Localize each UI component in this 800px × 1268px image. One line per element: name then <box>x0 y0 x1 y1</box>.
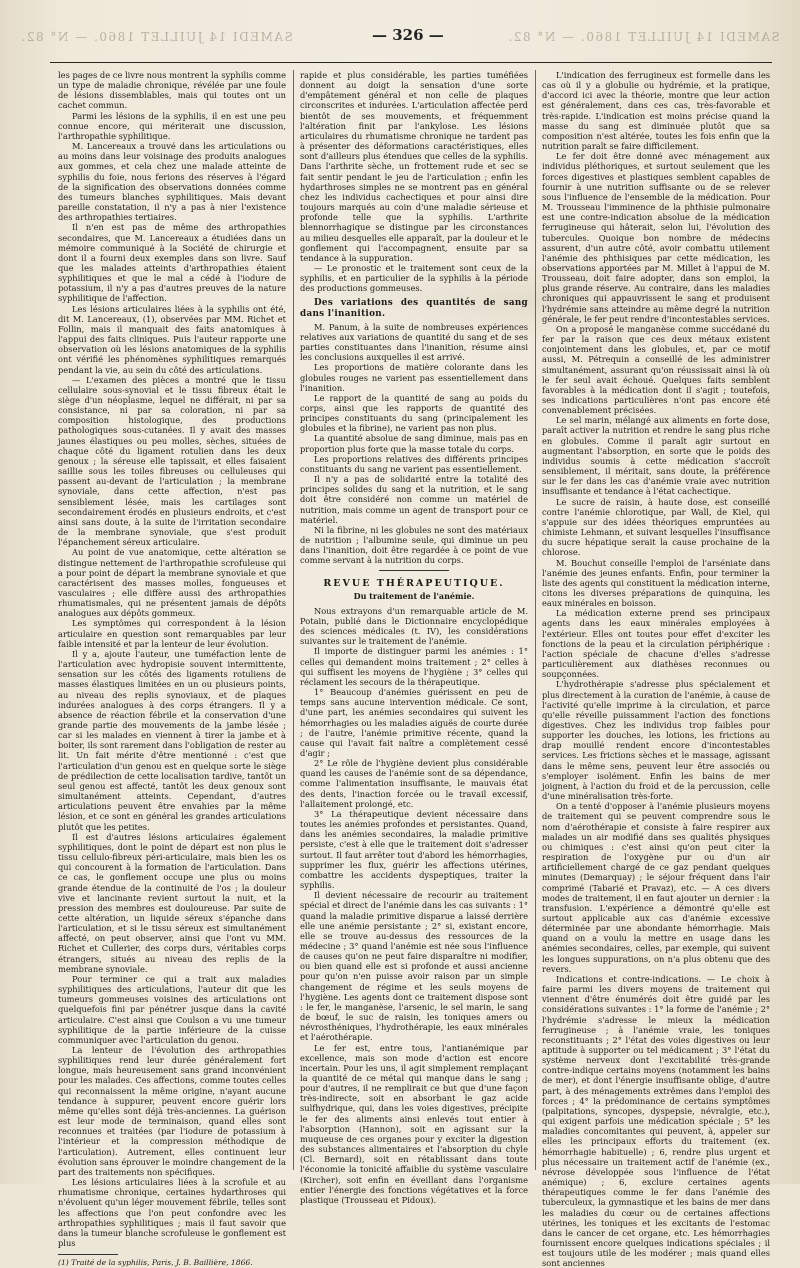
paragraph: Il importe de distinguer parmi les anémies : 1° celles qui demandent moins traitement ; 2° celles à qui suffisent les moyens de l'hygiène ; 3° celles qui réclament les secours de la thérapeutique. <box>300 646 528 687</box>
footnote: (1) Traité de la syphilis, Paris, J. B. Baillière, 1866. <box>58 1258 253 1268</box>
paragraph: Il y a, ajoute l'auteur, une tuméfaction lente de l'articulation avec hydropisie souvent intermittente, sensation sur les côtés des ligaments rotuliens de masses élastiques limitées en un ou plusieurs points, au niveau des replis synoviaux, et de plaques indurées analogues à des corps étrangers. Il y a absence de réaction fébrile et la conservation d'une grande partie des mouvements de la jambe lésée ; car si les malades en viennent à tirer la jambe et à boiter, ils sont rarement dans l'obligation de rester au lit. Un fait mérite d'être mentionné : c'est que l'articulation d'un genou est en quelque sorte le siège de prédilection de cette localisation tardive, tantôt un seul genou est affecté, tantôt les deux genoux sont simultanément atteints. Cependant, d'autres articulations peuvent être envahies par la même lésion, et ce sont en général les grandes articulations plutôt que les petites. <box>58 648 286 832</box>
paragraph: Les lésions articulaires liées à la syphilis ont été, dit M. Lancereaux, (1), observées par MM. Richet et Follin, mais il manquait des faits anatomiques à l'appui des faits cliniques. Puis l'auteur rapporte une observation où les lésions anatomiques de la syphilis ont vérifié les phénomènes syphilitiques remarqués pendant la vie, au sein du côté des articulations. <box>58 303 286 375</box>
bleed-through-header-left: SAMEDI 14 JUILLET 1860. — N° 82. <box>20 30 293 44</box>
paragraph: Au point de vue anatomique, cette altération se distingue nettement de l'arthropathie scrofuleuse qui a pour point de départ la membrane synoviale et que caractérisent des masses molles, fongueuses et vasculaires ; elle diffère aussi des arthropathies rhumatismales, qui ne présentent jamais de dépôts analogues aux dépôts gommeux. <box>58 547 286 619</box>
header-rule <box>50 62 772 63</box>
paragraph: L'indication des ferrugineux est formelle dans les cas où il y a globulie ou hydrémie, et la pratique, d'accord ici avec la théorie, montre que leur action est généralement, dans ces cas, très-favorable et très-rapide. L'indication est moins précise quand la masse du sang est diminuée plutôt que sa composition n'est altérée, toutes les fois enfin que la nutrition paraît se faire difficilement. <box>542 70 770 152</box>
bleed-through-header-right: SAMEDI 14 JUILLET 1860. — N° 82. <box>507 30 780 44</box>
paragraph: rapide et plus considérable, les parties tuméfiées donnent au doigt la sensation d'une sorte d'empâtement général et non celle de plaques circonscrites et indurées. L'articulation affectée perd bientôt de ses mouvements, et fréquemment l'altération finit par l'ankylose. Les lésions articulaires du rhumatisme chronique ne tardent pas à présenter des déformations caractéristiques, elles sont d'ailleurs plus étendues que celles de la syphilis. Dans l'arthrite sèche, un frottement rude et sec se fait sentir pendant le jeu de l'articulation ; enfin les hydarthroses simples ne se montrent pas en général chez les individus cachectiques et pour ainsi dire toujours marqués au coin d'une maladie sérieuse et profonde telle que la syphilis. L'arthrite blennorrhagique se distingue par les circonstances au milieu desquelles elle apparaît, par la douleur et le gonflement qui l'accompagnent, ensuite par sa tendance à la suppuration. <box>300 70 528 263</box>
paragraph: Il n'en est pas de même des arthropathies secondaires, que M. Lancereaux a étudiées dans un mémoire communiqué à la Société de chirurgie et dont il a fourni deux exemples dans son livre. Sauf que les malades atteints d'arthropathies étaient syphilitiques et que le mal a cédé à l'iodure de potassium, il n'y a pas d'autres preuves de la nature syphilitique de l'affection. <box>58 222 286 304</box>
paragraph: Le sel marin, mélangé aux aliments en forte dose, paraît activer la nutrition et rendre le sang plus riche en globules. Comme il paraît agir surtout en augmentant l'absorption, en sorte que le poids des individus soumis à cette médication s'accroît sensiblement, il méritait, sans doute, la préférence sur le fer dans les cas d'anémie vraie avec nutrition insuffisante et tendance à l'état cachectique. <box>542 415 770 497</box>
paragraph: M. Panum, à la suite de nombreuses expériences relatives aux variations de quantité du sang et de ses parties constituantes dans l'inanition, résume ainsi les conclusions auxquelles il est arrivé. <box>300 321 528 363</box>
page-number: — 326 — <box>372 26 444 44</box>
column-1 <box>58 70 286 1268</box>
paragraph: Les proportions de matière colorante dans les globules rouges ne varient pas essentiellement dans l'inanition. <box>300 362 528 393</box>
paragraph: Il est d'autres lésions articulaires également syphilitiques, dont le point de départ est non plus le tissu cellulo-fibreux péri-articulaire, mais bien les os qui concourent à la formation de l'articulation. Dans ce cas, le gonflement occupe une plus ou moins grande étendue de la continuité de l'os ; la douleur vive et lancinante revient surtout la nuit, et la pression des membres est douloureuse. Par suite de cette altération, un liquide séreux s'épanche dans l'articulation, et si le tissu séreux est simultanément affecté, on peut observer, ainsi que l'ont vu MM. Richet et Cullerier, des corps durs, véritables corps étrangers, situés au niveau des replis de la membrane synoviale. <box>58 831 286 974</box>
paragraph: Il n'y a pas de solidarité entre la totalité des principes solides du sang et la nutrition, et le sang doit être considéré non comme un matériel de nutrition, mais comme un agent de transport pour ce matériel. <box>300 474 528 525</box>
paragraph: Le fer doit être donné avec ménagement aux individus pléthoriques, et surtout seulement que les forces digestives et plastiques semblent capables de fournir à une nutrition suffisante ou de se relever sous l'influence de l'ensemble de la médication. Pour M. Trousseau l'imminence de la phthisie pulmonaire est une contre-indication absolue de la médication ferrugineuse qui hâterait, selon lui, l'évolution des tubercules. Quoique bon nombre de médecins assurent, d'un autre côté, avoir combattu utilement l'anémie des phthisiques par cette médication, les observations apportées par M. Millet à l'appui de M. Trousseau, doit faire adopter, dans son emploi, la plus grande réserve. Au contraire, dans les maladies chroniques qui appauvrissent le sang et produisent l'hydrémie sans atteindre au même degré la nutrition générale, le fer peut rendre d'incontestables services. <box>542 151 770 324</box>
paragraph: Le rapport de la quantité de sang au poids du corps, ainsi que les rapports de quantité des principes constituants du sang (principalement les globules et la fibrine), ne varient pas non plus. <box>300 392 528 434</box>
paragraph: — L'examen des pièces a montré que le tissu cellulaire sous-synovial et le tissu fibreux était le siège d'un néoplasme, lequel ne différait, ni par sa consistance, ni par sa coloration, ni par sa composition histologique, des productions pathologiques sous-cutanées. Il y avait des masses jaunes élastiques ou peu molles, sèches, situées de chaque côté du ligament rotulien dans les deux genoux ; la séreuse elle tapissait, et elles faisaient saillie sous les toiles fibreuses ou celluleuses qui passent au-devant de l'articulation ; la membrane synoviale, dans cette affection, n'est pas sensiblement lésée, mais les cartilages sont secondairement érodés en plusieurs endroits, et c'est ainsi sans doute, à la suite de l'irritation secondaire de la membrane synoviale, que s'est produit l'épanchement séreux articulaire. <box>58 374 286 548</box>
paragraph: Les proportions relatives des différents principes constituants du sang ne varient pas essentiellement. <box>300 453 528 474</box>
paragraph: La quantité absolue de sang diminue, mais pas en proportion plus forte que la masse totale du corps. <box>300 433 528 454</box>
paragraph: 1° Beaucoup d'anémies guérissent en peu de temps sans aucune intervention médicale. Ce sont, d'une part, les anémies secondaires qui suivent les hémorrhagies ou les maladies aiguës de courte durée ; de l'autre, l'anémie primitive récente, quand la cause qui l'avait fait naître a complètement cessé d'agir ; <box>300 687 528 758</box>
paragraph: Indications et contre-indications. — Le choix à faire parmi les divers moyens de traitement qui viennent d'être énumérés doit être guidé par les considérations suivantes : 1° la forme de l'anémie ; 2° l'hydrémie s'adresse le mieux la médication ferrugineuse ; à l'anémie vraie, les toniques reconstituants ; 2° l'état des voies digestives ou leur aptitude à supporter ou tel médicament ; 3° l'état du système nerveux dont l'excitabilité très-grande contre-indique certains moyens (notamment les bains de mer), et dont l'énergie insuffisante oblige, d'autre part, à des ménagements extrêmes dans l'emploi des forces ; 4° la prédominance de certains symptômes (palpitations, syncopes, dyspepsie, névralgie, etc.), qui exigent parfois une médication spéciale ; 5° les maladies concomitantes qui peuvent, à, appeler sur elles les principaux efforts du traitement (ex. hémorrhagie habituelle) ; 6, rendre plus urgent et plus nécessaire un traitement actif de l'anémie (ex., névrose développée sous l'influence de l'état anémique) ; 6, exclure certaines agents thérapeutiques comme le fer dans l'anémie des tuberculeux, la gymnastique et les bains de mer dans les maladies du cœur ou de certaines affections utérines, les toniques et les excitants de l'estomac dans le cancer de cet organe, etc. Les hémorrhagies fournissent encore quelques indications spéciales ; il est toujours utile de les modérer ; mais quand elles sont anciennes <box>542 973 770 1268</box>
paragraph: Les symptômes qui correspondent à la lésion articulaire en question sont remarquables par leur faible intensité et par la lenteur de leur évolution. <box>58 618 286 649</box>
column-3 <box>542 70 770 1268</box>
paragraph: Parmi les lésions de la syphilis, il en est une peu connue encore, qui mériterait une discussion, l'arthropathie syphilitique. <box>58 110 286 141</box>
paragraph: Il devient nécessaire de recourir au traitement spécial et direct de l'anémie dans les cas suivants : 1° quand la maladie primitive disparue a laissé derrière elle une anémie persistante ; 2° si, existant encore, elle se trouve au-dessus des ressources de la médecine ; 3° quand l'anémie est née sous l'influence de causes qu'on ne peut faire disparaître ni modifier, ou bien quand elle est si profonde et aussi ancienne pour qu'on n'en puisse avoir raison par un simple changement de régime et les seuls moyens de l'hygiène. Les agents dont ce traitement dispose sont : le fer, le manganèse, l'arsenic, le sel marin, le sang de bœuf, le suc de raisin, les toniques amers ou névrosthéniques, l'hydrothérapie, les eaux minérales et l'aérothérapie. <box>300 890 528 1043</box>
paragraph: Pour terminer ce qui a trait aux maladies syphilitiques des articulations, l'auteur dit que les tumeurs gommeuses voisines des articulations ont quelquefois fini par pénétrer jusque dans la cavité articulaire. C'est ainsi que Coulson a vu une tumeur syphilitique de la partie inférieure de la cuisse communiquer avec l'articulation du genou. <box>58 973 286 1045</box>
paragraph: — Le pronostic et le traitement sont ceux de la syphilis, et en particulier de la syphilis à la période des productions gommeuses. <box>300 262 528 294</box>
paragraph: 2° Le rôle de l'hygiène devient plus considérable quand les causes de l'anémie sont de sa dépendance, comme l'alimentation insuffisante, le mauvais état des dents, l'inaction forcée ou le travail excessif, l'allaitement prolongé, etc. <box>300 758 528 809</box>
paragraph: 3° La thérapeutique devient nécessaire dans toutes les anémies profondes et persistantes. Quand, dans les anémies secondaires, la maladie primitive persiste, c'est à elle que le traitement doit s'adresser surtout. Il faut arrêter tout d'abord les hémorrhagies, supprimer les flux, guérir les affections utérines, combattre les accidents dyspeptiques, traiter la syphilis. <box>300 808 528 891</box>
paragraph: Le sucre de raisin, à haute dose, est conseillé contre l'anémie chlorotique, par Wall, de Kiel, qui s'appuie sur des idées théoriques empruntées au chimiste Lehmann, et suivant lesquelles l'insuffisance du sucre hépatique serait la cause prochaine de la chlorose. <box>542 496 770 558</box>
paragraph: On a tenté d'opposer à l'anémie plusieurs moyens de traitement qui se peuvent comprendre sous le nom d'aérothérapie et consiste à faire respirer aux malades un air modifié dans ses qualités physiques ou chimiques : c'est ainsi qu'on peut citer la respiration de l'oxygène pur ou d'un air artificiellement chargé de ce gaz pendant quelques minutes (Demarquay) ; le séjour fréquent dans l'air comprimé (Tabarié et Pravaz), etc. — A ces divers modes de traitement, il en faut ajouter un dernier : la transfusion. L'expérience a démontré qu'elle est surtout applicable aux cas d'anémie excessive déterminée par une abondante hémorrhagie. Mais quand on a voulu la mettre en usage dans les anémies secondaires, celles, par exemple, qui suivent les longues suppurations, on n'a plus obtenu que des revers. <box>542 801 770 974</box>
paragraph: M. Lancereaux a trouvé dans les articulations ou au moins dans leur voisinage des produits analogues aux gommes, et cela chez une malade atteinte de syphilis du foie, nous ferions des réserves à l'égard de la signification des observations données comme des tumeurs blanches syphilitiques. Mais devant pareille constatation, il n'y a pas à nier l'existence des arthropathies tertiaires. <box>58 141 286 223</box>
paragraph: les pages de ce livre nous montrent la syphilis comme un type de maladie chronique, révélée par une foule de lésions dissemblables, mais qui toutes ont un cachet commun. <box>58 70 286 111</box>
section-title: Des variations des quantités de sang dans l'inanition. <box>300 298 528 319</box>
paragraph: Le fer est, entre tous, l'antianémique par excellence, mais son mode d'action est encore incertain. Pour les uns, il agit simplement remplaçant la quantité de ce métal qui manque dans le sang ; pour d'autres, il ne remplirait ce but que d'une façon très-indirecte, soit en absorbant le gaz acide sulfhydrique, qui, dans les voies digestives, précipite le fer des aliments ainsi enlevés tout entier à l'absorption (Hannon), soit en agissant sur la muqueuse de ces organes pour y exciter la digestion des substances alimentaires et l'absorption du chyle (Cl. Bernard), soit en rétablissant dans toute l'économie la tonicité affaiblie du système vasculaire (Kircher), soit enfin en éveillant dans l'organisme entier l'énergie des fonctions végétatives et la force plastique (Trousseau et Pidoux). <box>300 1042 528 1205</box>
column-divider <box>535 70 536 1170</box>
revue-subtitle: Du traitement de l'anémie. <box>353 590 475 601</box>
paragraph: On a proposé le manganèse comme succédané du fer par la raison que ces deux métaux existent conjointement dans les globules, et, par ce motif aussi, M. Pétrequin a conseillé de les administrer simultanément, assurant qu'on réussissait ainsi là où le fer seul avait échoué. Quelques faits semblent favorables à la médication dont il s'agit ; toutefois, ses indications particulières n'ont pas encore été convenablement précisées. <box>542 323 770 416</box>
column-divider <box>293 70 294 1170</box>
paragraph: M. Bouchut conseille l'emploi de l'arséniate dans l'anémie des jeunes enfants. Enfin, pour terminer la liste des agents qui constituent la médication interne, citons les diverses préparations de quinquina, les eaux minérales en boisson. <box>542 557 770 609</box>
column-2 <box>300 70 528 1205</box>
revue-title: REVUE THÉRAPEUTIQUE. <box>323 577 505 589</box>
section-divider <box>379 570 449 571</box>
paragraph: La lenteur de l'évolution des arthropathies syphilitiques rend leur durée généralement fort longue, mais heureusement sans grand inconvénient pour les malades. Ces affections, comme toutes celles qui reconnaissent la même origine, n'ayant aucune tendance à suppurer, peuvent encore guérir lors même qu'elles sont déjà très-anciennes. La guérison est leur mode de terminaison, quand elles sont reconnues et traitées (par l'iodure de potassium à l'intérieur et la compression méthodique de l'articulation). Autrement, elles continuent leur évolution sans éprouver le moindre changement de la part des traitements non spécifiques. <box>58 1045 286 1177</box>
paragraph: La médication externe prend ses principaux agents dans les eaux minérales employées à l'extérieur. Elles ont toutes pour effet d'exciter les fonctions de la peau et la circulation périphérique : l'action spéciale de chacune d'elles s'adresse particulièrement aux diathèses reconnues ou soupçonnées. <box>542 608 770 680</box>
paragraph: Les lésions articulaires liées à la scrofule et au rhumatisme chronique, certaines hydarthroses qui n'évoluent qu'un léger mouvement fébrile, telles sont les affections que l'on peut confondre avec les arthropathies syphilitiques ; mais il faut savoir que dans la tumeur blanche scrofuleuse le gonflement est plus <box>58 1177 286 1248</box>
footnote-rule <box>58 1254 118 1255</box>
paragraph: Ni la fibrine, ni les globules ne sont des matériaux de nutrition ; l'albumine seule, qui diminue un peu dans l'inanition, doit être regardée à ce point de vue comme servant à la nutrition du corps. <box>300 524 528 566</box>
paragraph: L'hydrothérapie s'adresse plus spécialement et plus directement à la curation de l'anémie, à cause de l'activité qu'elle imprime à la circulation, et parce qu'elle réveille puissamment l'action des fonctions digestives. Chez les individus trop faibles pour supporter les douches, les lotions, les frictions au drap mouillé rendent encore d'incontestables services. Les frictions sèches et le massage, agissant dans le même sens, peuvent leur être associés ou s'employer isolément. Enfin les bains de mer joignent, à l'action du froid et de la percussion, celle d'une minéralisation très-forte. <box>542 679 770 802</box>
running-header <box>0 22 800 58</box>
paragraph: Nous extrayons d'un remarquable article de M. Potain, publié dans le Dictionnaire encyclopédique des sciences médicales (t. IV), les considérations suivantes sur le traitement de l'anémie. <box>300 605 528 647</box>
